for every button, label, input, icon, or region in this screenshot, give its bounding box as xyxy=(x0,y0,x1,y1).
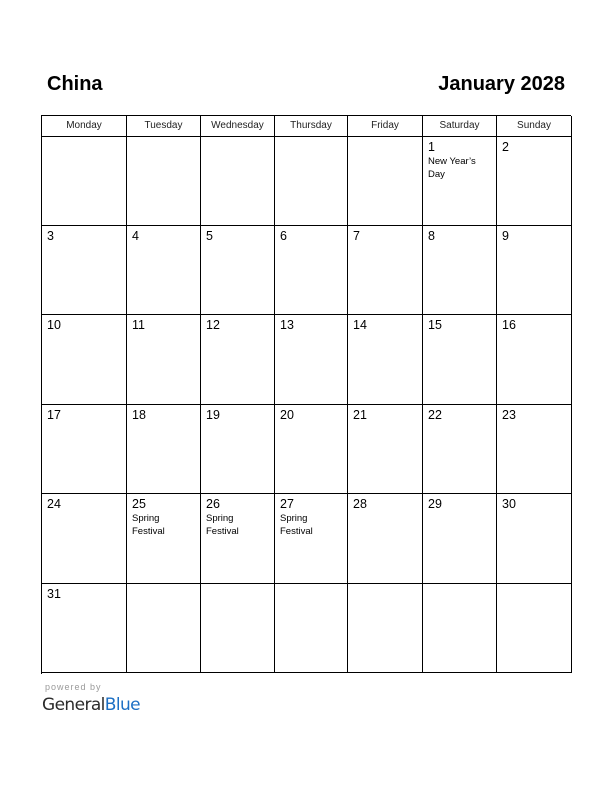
day-number: 7 xyxy=(353,229,360,243)
holiday-label: Spring Festival xyxy=(206,513,239,537)
day-number: 16 xyxy=(502,318,516,332)
day-number: 12 xyxy=(206,318,220,332)
day-number: 18 xyxy=(132,408,146,422)
day-number: 22 xyxy=(428,408,442,422)
logo-text-blue: Blue xyxy=(104,695,141,715)
day-number: 31 xyxy=(47,587,61,601)
day-cell xyxy=(42,584,127,673)
day-cell xyxy=(348,137,423,226)
powered-by-text: powered by xyxy=(45,682,102,692)
calendar-header xyxy=(41,71,571,97)
day-number: 8 xyxy=(428,229,435,243)
generalblue-logo[interactable] xyxy=(42,694,140,716)
day-number: 14 xyxy=(353,318,367,332)
day-number: 21 xyxy=(353,408,367,422)
day-cell xyxy=(348,226,423,315)
weekday-friday: Friday xyxy=(348,116,423,137)
day-cell xyxy=(42,494,127,584)
day-number: 25 xyxy=(132,497,146,511)
day-cell xyxy=(42,226,127,315)
day-number: 27 xyxy=(280,497,294,511)
logo-text-general: General xyxy=(42,695,105,715)
day-cell xyxy=(348,584,423,673)
day-number: 10 xyxy=(47,318,61,332)
weekday-tuesday: Tuesday xyxy=(127,116,201,137)
day-cell xyxy=(275,405,348,494)
day-cell xyxy=(275,584,348,673)
day-cell xyxy=(42,315,127,405)
day-number: 28 xyxy=(353,497,367,511)
day-cell xyxy=(497,405,572,494)
day-number: 3 xyxy=(47,229,54,243)
day-cell xyxy=(423,315,497,405)
day-cell xyxy=(275,137,348,226)
day-cell xyxy=(275,226,348,315)
day-number: 1 xyxy=(428,140,435,154)
day-cell xyxy=(127,405,201,494)
day-number: 29 xyxy=(428,497,442,511)
day-number: 15 xyxy=(428,318,442,332)
day-cell xyxy=(423,494,497,584)
day-cell xyxy=(127,137,201,226)
day-cell xyxy=(423,226,497,315)
day-cell xyxy=(497,315,572,405)
day-cell xyxy=(127,226,201,315)
day-cell xyxy=(201,226,275,315)
day-cell xyxy=(201,315,275,405)
day-number: 19 xyxy=(206,408,220,422)
day-number: 23 xyxy=(502,408,516,422)
day-cell xyxy=(497,137,572,226)
day-cell xyxy=(42,405,127,494)
day-number: 6 xyxy=(280,229,287,243)
day-number: 24 xyxy=(47,497,61,511)
day-cell xyxy=(423,405,497,494)
day-cell xyxy=(348,315,423,405)
holiday-label: Spring Festival xyxy=(132,513,165,537)
weekday-saturday: Saturday xyxy=(423,116,497,137)
day-cell xyxy=(423,584,497,673)
day-cell xyxy=(127,494,201,584)
day-cell xyxy=(275,315,348,405)
day-number: 9 xyxy=(502,229,509,243)
weekday-monday: Monday xyxy=(42,116,127,137)
day-number: 5 xyxy=(206,229,213,243)
day-number: 17 xyxy=(47,408,61,422)
calendar-grid xyxy=(41,115,571,674)
footer-branding xyxy=(42,682,140,716)
day-number: 13 xyxy=(280,318,294,332)
weekday-wednesday: Wednesday xyxy=(201,116,275,137)
weekday-sunday: Sunday xyxy=(497,116,572,137)
day-cell xyxy=(423,137,497,226)
day-cell xyxy=(348,405,423,494)
day-cell xyxy=(275,494,348,584)
day-cell xyxy=(497,584,572,673)
month-year-title: January 2028 xyxy=(438,73,565,95)
day-cell xyxy=(42,137,127,226)
holiday-label: Spring Festival xyxy=(280,513,313,537)
day-cell xyxy=(201,405,275,494)
day-cell xyxy=(201,137,275,226)
day-cell xyxy=(497,226,572,315)
day-number: 11 xyxy=(132,318,145,332)
day-number: 26 xyxy=(206,497,220,511)
day-number: 2 xyxy=(502,140,509,154)
weekday-thursday: Thursday xyxy=(275,116,348,137)
holiday-label: New Year’s Day xyxy=(428,156,476,180)
day-cell xyxy=(497,494,572,584)
day-number: 20 xyxy=(280,408,294,422)
day-cell xyxy=(127,584,201,673)
day-number: 4 xyxy=(132,229,139,243)
day-cell xyxy=(201,494,275,584)
day-number: 30 xyxy=(502,497,516,511)
day-cell xyxy=(127,315,201,405)
country-title: China xyxy=(47,73,103,95)
day-cell xyxy=(201,584,275,673)
day-cell xyxy=(348,494,423,584)
